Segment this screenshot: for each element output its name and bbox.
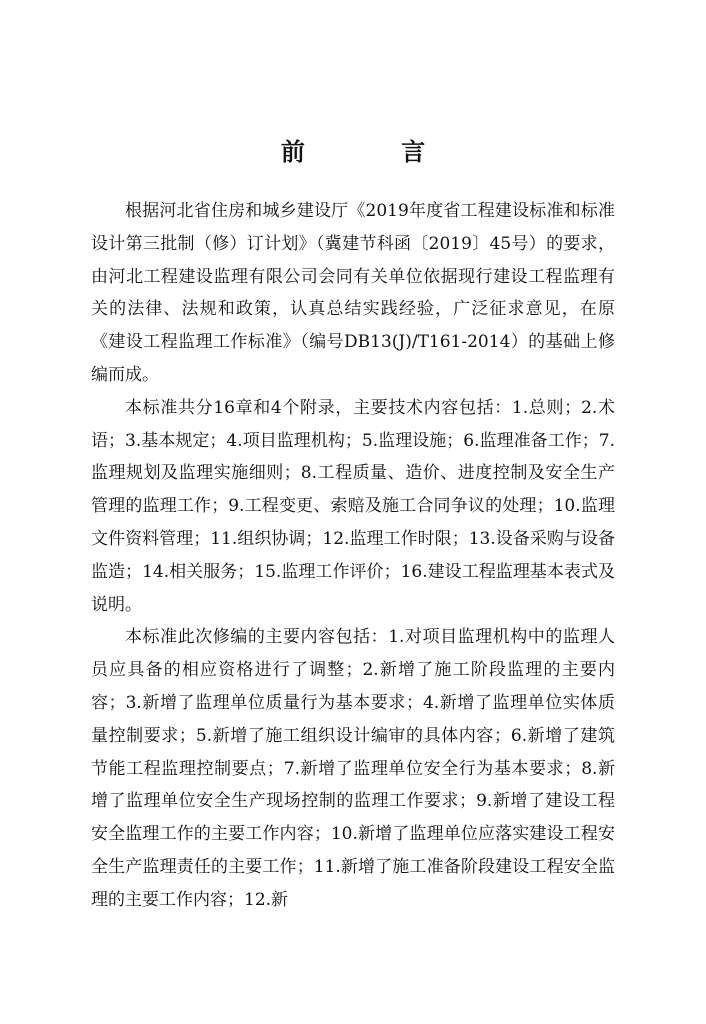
paragraph-2: 本标准共分16章和4个附录，主要技术内容包括：1.总则；2.术语；3.基本规定；4.项目监理机构；5.监理设施；6.监理准备工作；7.监理规划及监理实施细则；8.工程质量、造价、进度控制及安全生产管理的监理工作；9.工程变更、索赔及施工合同争议的处理；10.监理文件资料管理；11.组织协调；12.监理工作时限；13.设备采购与设备监造；14.相关服务；15.监理工作评价；16.建设工程监理基本表式及说明。 [91, 397, 615, 615]
page-title: 前 言 [280, 137, 470, 166]
paragraph-1: 根据河北省住房和城乡建设厅《2019年度省工程建设标准和标准设计第三批制（修）订计划》（冀建节科函〔2019〕45号）的要求，由河北工程建设监理有限公司会同有关单位依据现行建设工程监理有关的法律、法规和政策，认真总结实践经验，广泛征求意见，在原《建设工程监理工作标准》（编号DB13(J)/T161-2014）的基础上修编而成。 [91, 201, 615, 385]
body-text [91, 195, 615, 917]
paragraph-3: 本标准此次修编的主要内容包括：1.对项目监理机构中的监理人员应具备的相应资格进行了调整；2.新增了施工阶段监理的主要内容；3.新增了监理单位质量行为基本要求；4.新增了监理单位实体质量控制要求；5.新增了施工组织设计编审的具体内容；6.新增了建筑节能工程监理控制要点；7.新增了监理单位安全行为基本要求；8.新增了监理单位安全生产现场控制的监理工作要求；9.新增了建设工程安全监理工作的主要工作内容；10.新增了监理单位应落实建设工程安全生产监理责任的主要工作；11.新增了施工准备阶段建设工程安全监理的主要工作内容；12.新 [91, 627, 615, 910]
